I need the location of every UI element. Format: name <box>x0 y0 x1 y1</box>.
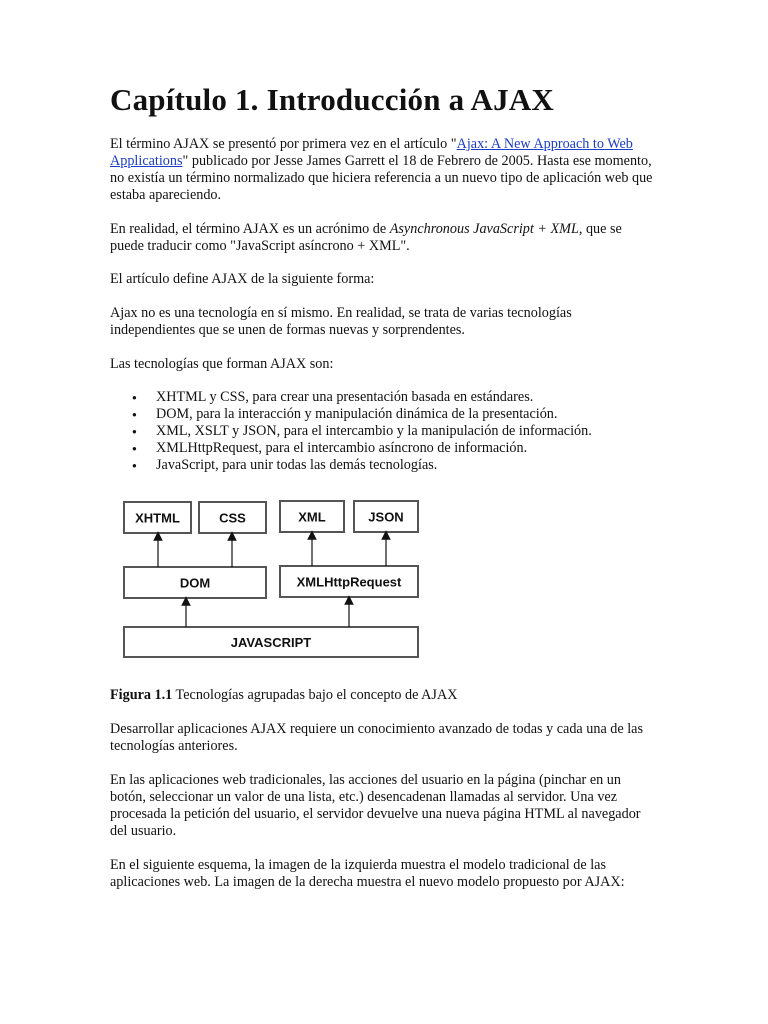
acronym-text-after: , que se puede traducir como "JavaScript asíncrono + XML". <box>110 221 622 254</box>
label-xml: XML <box>298 509 326 525</box>
figure-caption-text: Tecnologías agrupadas bajo el concepto de AJAX <box>172 687 458 703</box>
figure-caption <box>110 687 457 704</box>
technologies-list <box>110 389 592 474</box>
acronym-expansion: Asynchronous JavaScript + XML <box>389 221 579 237</box>
paragraph-acronym <box>110 221 658 255</box>
paragraph-requirements: Desarrollar aplicaciones AJAX requiere un conocimiento avanzado de todas y cada una de las tecnologías anteriores. <box>110 721 644 754</box>
acronym-text-before: En realidad, el término AJAX es un acrónimo de <box>110 221 390 237</box>
article-link[interactable]: Ajax: A New Approach to Web Applications <box>110 136 633 169</box>
paragraph-intro <box>110 136 658 204</box>
list-item: ● JavaScript, para unir todas las demás tecnologías. <box>110 457 592 474</box>
list-item: ● DOM, para la interacción y manipulación dinámica de la presentación. <box>110 406 592 423</box>
list-item: ● XMLHttpRequest, para el intercambio asíncrono de información. <box>110 440 592 457</box>
label-json: JSON <box>368 509 404 525</box>
list-item: ● XML, XSLT y JSON, para el intercambio y la manipulación de información. <box>110 423 592 440</box>
intro-text-after: " publicado por Jesse James Garrett el 18 de Febrero de 2005. Hasta ese momento, no existía un término normalizado que hiciera referencia a un nuevo tipo de aplicación web que estaba apareciendo. <box>110 153 653 203</box>
label-css: CSS <box>219 510 246 526</box>
paragraph-definition-intro: El artículo define AJAX de la siguiente forma: <box>110 271 375 287</box>
label-xmlhttprequest: XMLHttpRequest <box>296 574 402 590</box>
label-xhtml: XHTML <box>135 510 180 526</box>
page-title: Capítulo 1. Introducción a AJAX <box>110 82 554 117</box>
list-item: ● XHTML y CSS, para crear una presentación basada en estándares. <box>110 389 592 406</box>
figure-caption-label: Figura 1.1 <box>110 687 173 703</box>
label-dom: DOM <box>179 575 211 591</box>
paragraph-technologies-intro: Las tecnologías que forman AJAX son: <box>110 356 334 372</box>
paragraph-schema-intro: En el siguiente esquema, la imagen de la izquierda muestra el modelo tradicional de las aplicaciones web. La imagen de la derecha muestra el nuevo modelo propuesto por AJAX: <box>110 857 625 890</box>
intro-text-before: El término AJAX se presentó por primera vez en el artículo " <box>110 136 457 152</box>
label-javascript: JAVASCRIPT <box>230 635 312 650</box>
paragraph-definition: Ajax no es una tecnología en sí mismo. En realidad, se trata de varias tecnologías independientes que se unen de formas nuevas y sorprendentes. <box>110 305 572 338</box>
ajax-technologies-diagram <box>118 492 422 662</box>
paragraph-traditional-apps: En las aplicaciones web tradicionales, las acciones del usuario en la página (pinchar en un botón, seleccionar un valor de una lista, etc.) desencadenan llamadas al servidor. Una vez procesada la petición del usuario, el servidor devuelve una nueva página HTML al navegador del usuario. <box>110 772 641 839</box>
